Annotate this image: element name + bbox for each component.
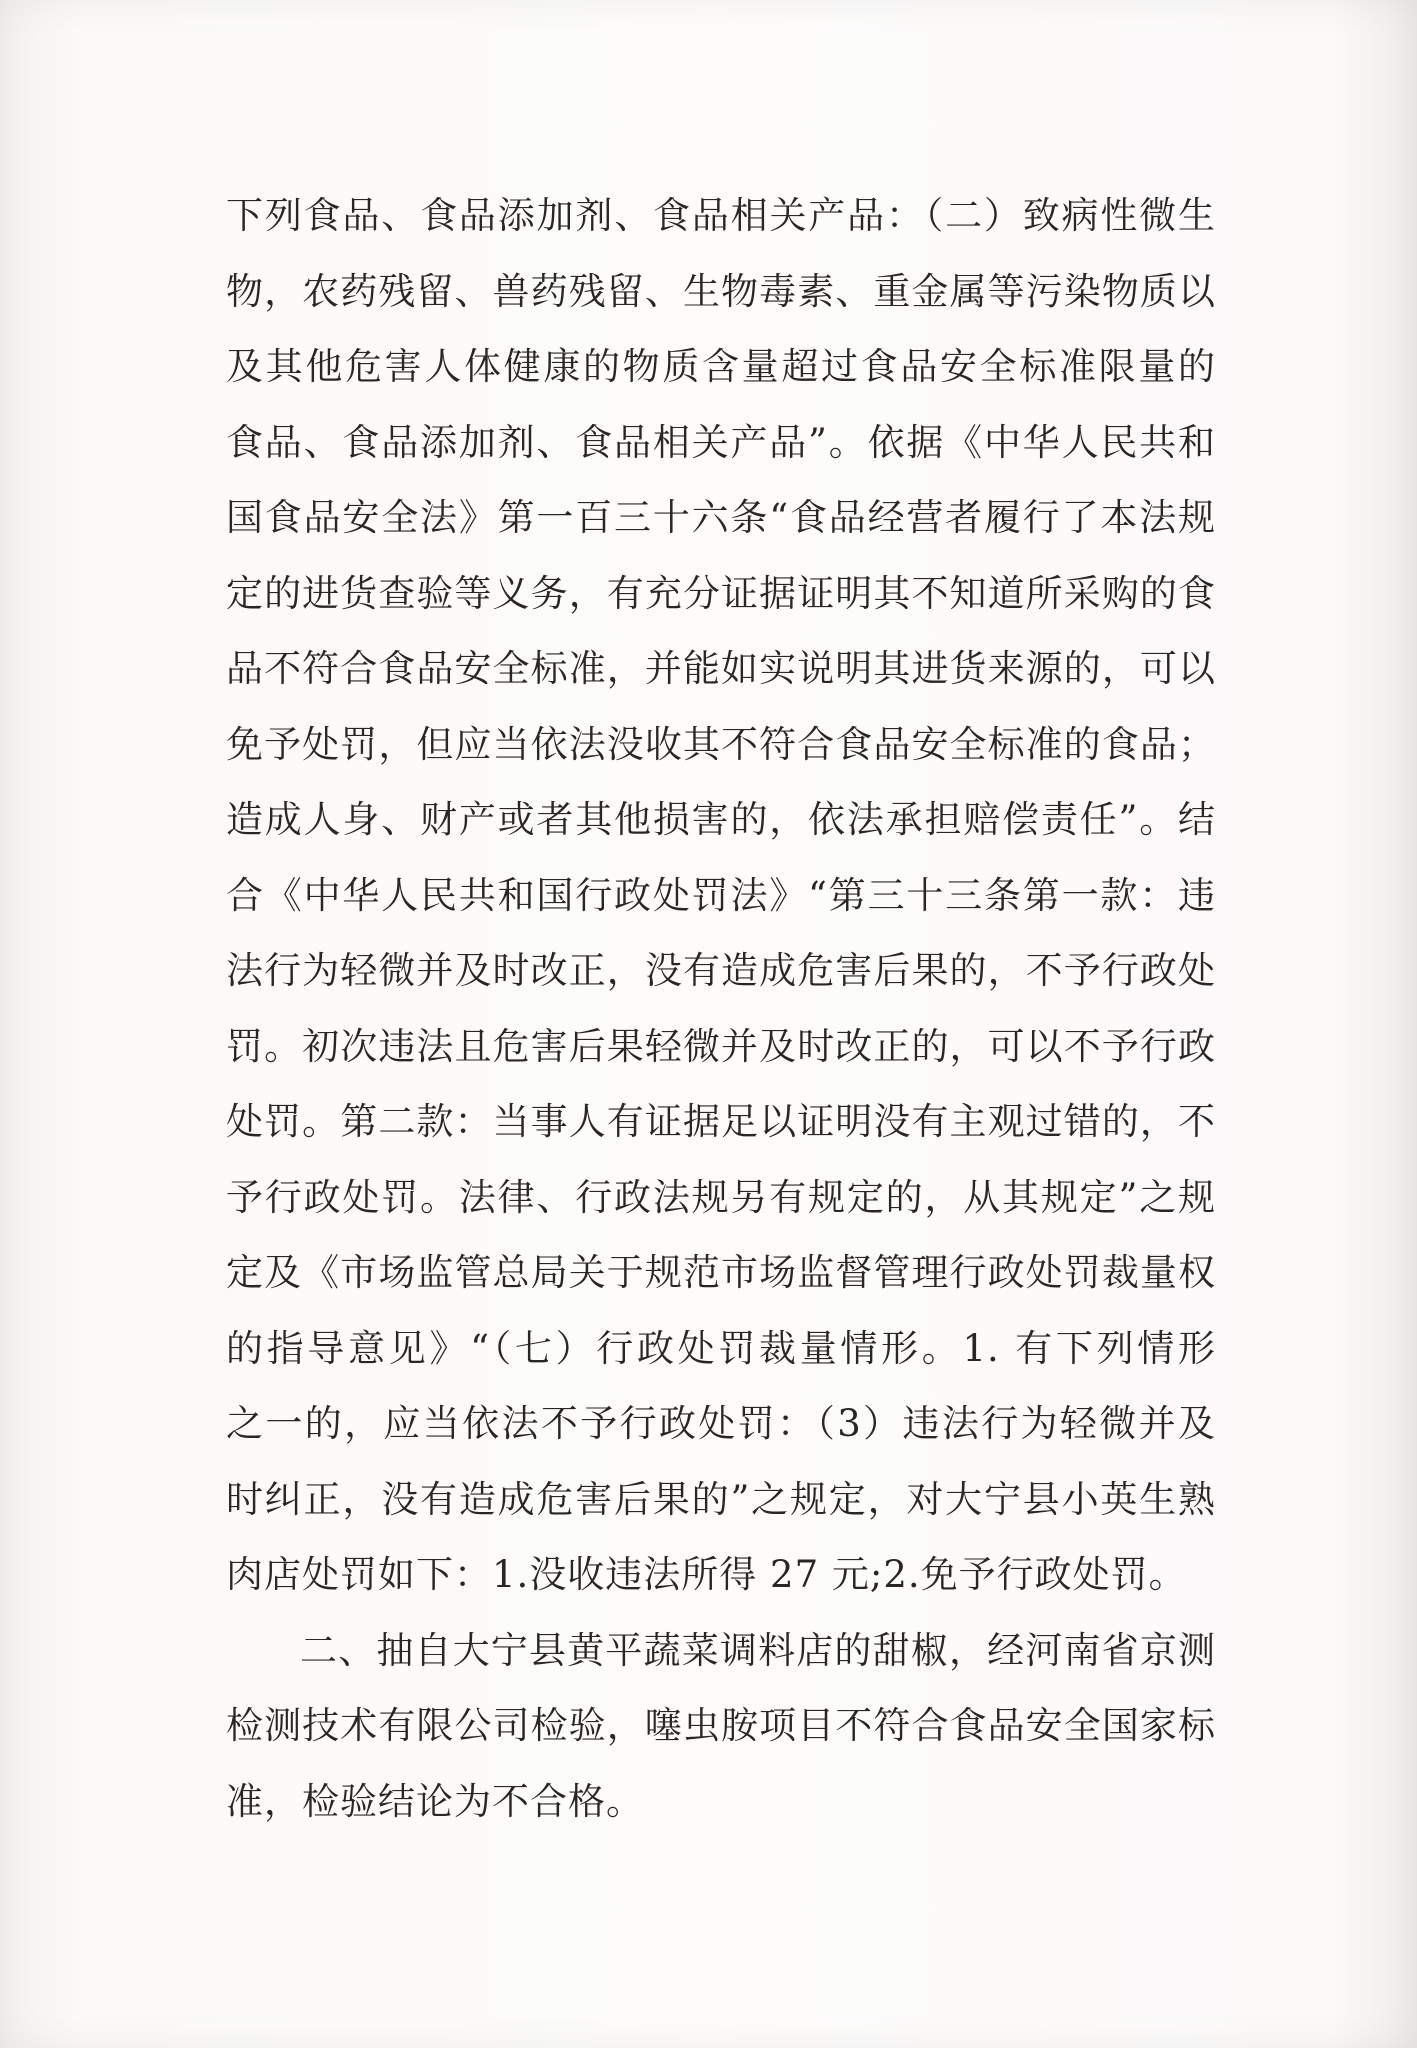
text-line-12: 罚。初次违法且危害后果轻微并及时改正的，可以不予行政	[226, 1024, 1216, 1068]
text-line-13: 处罚。第二款：当事人有证据足以证明没有主观过错的，不	[226, 1100, 1216, 1143]
text-line-19: 肉店处罚如下：1.没收违法所得 27 元;2.免予行政处罚。	[226, 1553, 1187, 1596]
text-line-22: 准，检验结论为不合格。	[226, 1779, 644, 1823]
text-line-9: 造成人身、财产或者其他损害的，依法承担赔偿责任”。结	[226, 798, 1216, 841]
text-line-16: 的指导意见》“（七）行政处罚裁量情形。1. 有下列情形	[226, 1326, 1216, 1370]
text-line-6: 定的进货查验等义务，有充分证据证明其不知道所采购的食	[226, 571, 1216, 615]
text-line-11: 法行为轻微并及时改正，没有造成危害后果的，不予行政处	[226, 949, 1216, 992]
text-line-21: 检测技术有限公司检验，噻虫胺项目不符合食品安全国家标	[226, 1704, 1216, 1747]
text-line-17: 之一的，应当依法不予行政处罚：（3）违法行为轻微并及	[226, 1402, 1216, 1445]
text-line-7: 品不符合食品安全标准，并能如实说明其进货来源的，可以	[226, 647, 1216, 690]
text-line-5: 国食品安全法》第一百三十六条“食品经营者履行了本法规	[226, 496, 1216, 539]
text-line-10: 合《中华人民共和国行政处罚法》“第三十三条第一款：违	[226, 873, 1216, 917]
text-line-2: 物，农药残留、兽药残留、生物毒素、重金属等污染物质以	[226, 269, 1216, 313]
document-body	[226, 178, 1216, 1839]
text-line-15: 定及《市场监管总局关于规范市场监督管理行政处罚裁量权	[226, 1251, 1216, 1294]
text-line-1: 下列食品、食品添加剂、食品相关产品：（二）致病性微生	[226, 194, 1216, 237]
text-line-3: 及其他危害人体健康的物质含量超过食品安全标准限量的	[226, 345, 1216, 388]
text-line-14: 予行政处罚。法律、行政法规另有规定的，从其规定”之规	[226, 1175, 1216, 1219]
text-line-20: 二、抽自大宁县黄平蔬菜调料店的甜椒，经河南省京测	[300, 1628, 1216, 1672]
text-line-4: 食品、食品添加剂、食品相关产品”。依据《中华人民共和	[226, 420, 1216, 464]
text-line-18: 时纠正，没有造成危害后果的”之规定，对大宁县小英生熟	[226, 1477, 1216, 1521]
text-line-8: 免予处罚，但应当依法没收其不符合食品安全标准的食品；	[226, 722, 1216, 766]
